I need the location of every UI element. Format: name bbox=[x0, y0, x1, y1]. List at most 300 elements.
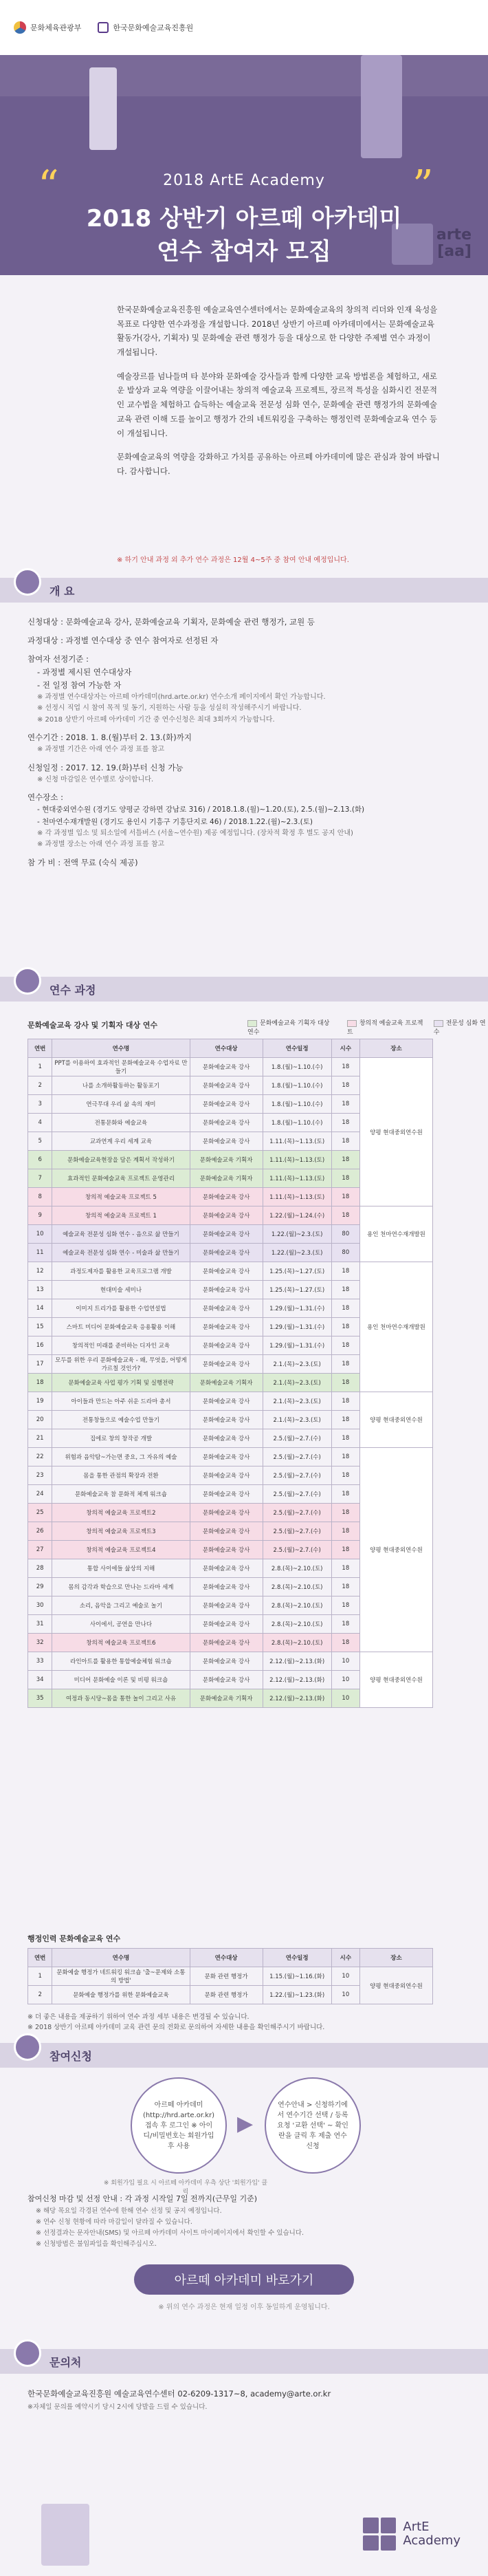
arte-emblem-icon bbox=[98, 22, 109, 33]
legend-expert bbox=[434, 1018, 488, 1036]
cell-target: 문화예술교육 강사 bbox=[190, 1244, 263, 1262]
cell-date: 1.22.(월)~1.23.(화) bbox=[263, 1986, 331, 2004]
cell-date: 1.8.(월)~1.10.(수) bbox=[263, 1114, 331, 1132]
cell-no: 4 bbox=[28, 1114, 52, 1132]
legend-creative bbox=[347, 1018, 424, 1036]
cell-target: 문화예술교육 강사 bbox=[190, 1522, 263, 1541]
apply-step-note: ※ 회원가입 필요 시 아르떼 아카데미 우측 상단 '회원가입' 클릭 bbox=[103, 2180, 268, 2196]
cell-no: 27 bbox=[28, 1541, 52, 1559]
cell-target: 문화예술교육 강사 bbox=[190, 1355, 263, 1374]
cell-name: 문화예술교육 참 문화적 체계 워크숍 bbox=[52, 1485, 190, 1504]
th-hours: 시수 bbox=[331, 1039, 359, 1058]
button-note: ※ 위의 연수 과정은 현재 일정 이후 동일하게 운영됩니다. bbox=[158, 2304, 330, 2311]
apply-deadline: 참여신청 마감 및 선정 안내 : 각 과정 시작일 7일 전까지(근무일 기준) bbox=[27, 2194, 258, 2203]
cell-target: 문화예술교육 강사 bbox=[190, 1504, 263, 1522]
cell-date: 2.5.(월)~2.7.(수) bbox=[263, 1448, 331, 1466]
apply-icon bbox=[14, 2033, 41, 2061]
cell-target: 문화예술교육 강사 bbox=[190, 1411, 263, 1429]
cell-date: 1.11.(목)~1.13.(토) bbox=[263, 1132, 331, 1151]
section-header-apply bbox=[0, 2043, 488, 2068]
cell-hours: 18 bbox=[331, 1392, 359, 1411]
cell-date: 2.5.(월)~2.7.(수) bbox=[263, 1466, 331, 1485]
cell-hours: 18 bbox=[331, 1355, 359, 1374]
close-quote-icon: ” bbox=[412, 162, 434, 210]
contact-icon bbox=[14, 2339, 41, 2367]
overview-fee: 참 가 비 : 전액 무료 (숙식 제공) bbox=[27, 857, 138, 867]
table1-title: 문화예술교육 강사 및 기획자 대상 연수 bbox=[27, 1021, 158, 1030]
cell-target: 문화예술교육 기획자 bbox=[190, 1169, 263, 1188]
cell-date: 2.5.(월)~2.7.(수) bbox=[263, 1504, 331, 1522]
table-row bbox=[28, 1058, 433, 1076]
cell-date: 2.8.(목)~2.10.(토) bbox=[263, 1634, 331, 1652]
cell-no: 31 bbox=[28, 1615, 52, 1634]
cell-name: 창의적 예술교육 프로젝트4 bbox=[52, 1541, 190, 1559]
cell-hours: 10 bbox=[331, 1689, 359, 1708]
arte-org-logo bbox=[98, 22, 193, 33]
arte-brand-mark bbox=[436, 227, 472, 260]
cell-no: 24 bbox=[28, 1485, 52, 1504]
legend-swatch-green bbox=[247, 1020, 257, 1027]
venue-note-1: ※ 각 과정별 입소 및 퇴소일에 서틀버스 (서울~연수원) 제공 예정입니다. (장차적 확정 후 별도 공지 안내) bbox=[37, 829, 353, 837]
cell-hours: 18 bbox=[331, 1188, 359, 1206]
cell-target: 문화예술교육 강사 bbox=[190, 1671, 263, 1689]
cell-no: 16 bbox=[28, 1336, 52, 1355]
cell-venue: 양평 현대중외연수원 bbox=[359, 1967, 432, 2004]
cell-hours: 18 bbox=[331, 1578, 359, 1597]
cell-hours: 18 bbox=[331, 1281, 359, 1299]
cell-date: 2.5.(월)~2.7.(수) bbox=[263, 1522, 331, 1541]
cell-no: 25 bbox=[28, 1504, 52, 1522]
criteria-title: 참여자 선정기준 : bbox=[27, 653, 89, 664]
cell-name: 효과적인 문화예술교육 프로젝트 운영관리 bbox=[52, 1169, 190, 1188]
cell-date: 2.5.(월)~2.7.(수) bbox=[263, 1429, 331, 1448]
cell-name: 스마트 미디어 문화예술교육 응용활용 이해 bbox=[52, 1318, 190, 1336]
cell-hours: 18 bbox=[331, 1132, 359, 1151]
cell-date: 1.29.(월)~1.31.(수) bbox=[263, 1336, 331, 1355]
cell-date: 2.8.(목)~2.10.(토) bbox=[263, 1615, 331, 1634]
cell-no: 2 bbox=[28, 1076, 52, 1095]
apply-details bbox=[27, 2193, 454, 2250]
cell-hours: 18 bbox=[331, 1522, 359, 1541]
section-header-overview bbox=[0, 578, 488, 603]
cell-name: 창의적 예술교육 프로젝트6 bbox=[52, 1634, 190, 1652]
cell-target: 문화예술교육 기획자 bbox=[190, 1374, 263, 1392]
cell-target: 문화예술교육 강사 bbox=[190, 1466, 263, 1485]
cell-name: 문화예술 행정가를 위한 문화예술교육 bbox=[52, 1986, 190, 2004]
cell-date: 1.22.(월)~2.3.(토) bbox=[263, 1225, 331, 1244]
cell-target: 문화예술교육 강사 bbox=[190, 1095, 263, 1114]
cell-name: 창의적 예술교육 프로젝트 5 bbox=[52, 1188, 190, 1206]
cell-no: 1 bbox=[28, 1967, 52, 1986]
cell-name: 아이들과 만드는 아주 쉬운 드라마 총서 bbox=[52, 1392, 190, 1411]
table-note-1: ※ 더 좋은 내용을 제공하기 위하여 연수 과정 세부 내용은 변경될 수 있습니다. bbox=[27, 2013, 249, 2021]
cell-name: 집에로 창의 창작공 개발 bbox=[52, 1429, 190, 1448]
cell-no: 6 bbox=[28, 1151, 52, 1169]
cell-target: 문화예술교육 강사 bbox=[190, 1392, 263, 1411]
cell-target: 문화예술교육 강사 bbox=[190, 1485, 263, 1504]
cell-date: 1.15.(월)~1.16.(화) bbox=[263, 1967, 331, 1986]
legend-swatch-lavender bbox=[434, 1020, 443, 1027]
table-row bbox=[28, 1262, 433, 1281]
cell-target: 문화예술교육 강사 bbox=[190, 1615, 263, 1634]
cell-hours: 18 bbox=[331, 1634, 359, 1652]
cell-no: 22 bbox=[28, 1448, 52, 1466]
cell-name: 소리, 음악을 그리고 예술로 놀기 bbox=[52, 1597, 190, 1615]
footer-illustration bbox=[41, 2504, 89, 2566]
apply-step-1: 아르떼 아카데미 (http://hrd.arte.or.kr) 접속 후 로그인 ※ 아이디/비밀번호는 회원가입 후 사용 bbox=[131, 2077, 227, 2174]
table-row bbox=[28, 1206, 433, 1225]
criteria-note-2: ※ 선정시 직업 시 참여 목적 및 동기, 지원하는 사람 등을 성실히 작성해주시기 바랍니다. bbox=[37, 704, 302, 713]
cell-target: 문화예술교육 강사 bbox=[190, 1429, 263, 1448]
cell-hours: 80 bbox=[331, 1225, 359, 1244]
cell-no: 12 bbox=[28, 1262, 52, 1281]
cell-name: 통합 사이에들 삶상의 지해 bbox=[52, 1559, 190, 1578]
th-name: 연수명 bbox=[52, 1039, 190, 1058]
cell-no: 18 bbox=[28, 1374, 52, 1392]
legend-planner bbox=[247, 1018, 337, 1036]
th2-venue: 장소 bbox=[359, 1949, 432, 1967]
cell-no: 3 bbox=[28, 1095, 52, 1114]
cell-name: 창의적 예술교육 프로젝트2 bbox=[52, 1504, 190, 1522]
venue-note-2: ※ 과정별 장소는 아래 연수 과정 표를 참고 bbox=[37, 841, 165, 849]
legend-label-expert: 전문성 심화 연수 bbox=[433, 1020, 486, 1036]
cell-name: 과정도제자를 활용한 교육프로그램 개발 bbox=[52, 1262, 190, 1281]
cell-target: 문화 관련 행정가 bbox=[190, 1986, 263, 2004]
table-notes bbox=[27, 2012, 324, 2033]
cell-hours: 18 bbox=[331, 1429, 359, 1448]
cell-name: 연극무대 우리 삶 속의 재미 bbox=[52, 1095, 190, 1114]
legend-label-creative: 창의적 예술교육 프로젝트 bbox=[346, 1020, 423, 1036]
cell-name: 창의적 예술교육 프로젝트3 bbox=[52, 1522, 190, 1541]
cell-hours: 18 bbox=[331, 1095, 359, 1114]
cell-hours: 18 bbox=[331, 1485, 359, 1504]
cell-name: 예술교육 전문성 심화 연수 - 음으로 삶 만들기 bbox=[52, 1225, 190, 1244]
cell-name: 미디어 문화예술 이론 및 비평 워크숍 bbox=[52, 1671, 190, 1689]
cell-date: 2.1.(목)~2.3.(토) bbox=[263, 1411, 331, 1429]
cell-name: 창의적 예술교육 프로젝트 1 bbox=[52, 1206, 190, 1225]
apply-sub-2: ※ 연수 신청 현황에 따라 마감일이 달라질 수 있습니다. bbox=[36, 2218, 192, 2226]
table-legend bbox=[247, 1018, 488, 1036]
cell-no: 7 bbox=[28, 1169, 52, 1188]
cell-venue: 용인 천마연수재개발원 bbox=[359, 1262, 432, 1392]
cell-date: 2.5.(월)~2.7.(수) bbox=[263, 1485, 331, 1504]
period-text: 연수기간 : 2018. 1. 8.(월)부터 2. 13.(화)까지 bbox=[27, 733, 192, 743]
cell-name: 사이에서, 공연을 만나다 bbox=[52, 1615, 190, 1634]
cell-venue: 양평 현대중외연수원 bbox=[359, 1652, 432, 1708]
cell-target: 문화예술교육 강사 bbox=[190, 1114, 263, 1132]
cell-target: 문화예술교육 강사 bbox=[190, 1132, 263, 1151]
overview-course-target: 과정대상 : 과정별 연수대상 중 연수 참여자로 선정된 자 bbox=[27, 635, 219, 645]
cell-hours: 18 bbox=[331, 1541, 359, 1559]
cell-target: 문화예술교육 강사 bbox=[190, 1448, 263, 1466]
legend-label-planner: 문화예술교육 기획자 대상 연수 bbox=[247, 1020, 330, 1036]
cell-date: 2.8.(목)~2.10.(토) bbox=[263, 1559, 331, 1578]
hero-banner bbox=[0, 55, 488, 275]
cell-name: 여정과 동시당~몸을 통한 놀이 그리고 사유 bbox=[52, 1689, 190, 1708]
cell-target: 문화예술교육 강사 bbox=[190, 1318, 263, 1336]
cell-date: 2.1.(목)~2.3.(토) bbox=[263, 1392, 331, 1411]
courses-icon bbox=[14, 967, 41, 995]
cell-name: 모두를 위한 우리 문화예술교육 - 왜, 무엇을, 어떻게 가르칠 것인가? bbox=[52, 1355, 190, 1374]
cell-no: 1 bbox=[28, 1058, 52, 1076]
cell-target: 문화예술교육 강사 bbox=[190, 1634, 263, 1652]
th-target: 연수대상 bbox=[190, 1039, 263, 1058]
cell-date: 1.22.(월)~1.24.(수) bbox=[263, 1206, 331, 1225]
cell-name: 위험과 음악탐~가는면 중요, 그 자유의 예술 bbox=[52, 1448, 190, 1466]
cell-no: 10 bbox=[28, 1225, 52, 1244]
intro-paragraph-3: 문화예술교육의 역량을 강화하고 가치를 공유하는 아르떼 아카데미에 많은 관심과 참여 바랍니다. 감사합니다. bbox=[117, 452, 440, 476]
cell-name: 예술교육 전문성 심화 연수 - 미술과 삶 만들기 bbox=[52, 1244, 190, 1262]
period-note: ※ 과정별 기간은 아래 연수 과정 표를 참고 bbox=[37, 746, 165, 754]
cell-no: 23 bbox=[28, 1466, 52, 1485]
cell-date: 2.12.(월)~2.13.(화) bbox=[263, 1671, 331, 1689]
cell-venue: 양평 현대중외연수원 bbox=[359, 1448, 432, 1652]
cell-no: 29 bbox=[28, 1578, 52, 1597]
figure-illustration-left bbox=[89, 67, 117, 150]
cell-venue: 양평 현대중외연수원 bbox=[359, 1058, 432, 1206]
table-note-2: ※ 2018 상반기 아르떼 아카데미 교육 관련 문의 전화로 문의하여 자세한 내용을 확인해주시기 바랍니다. bbox=[27, 2024, 325, 2032]
th2-name: 연수명 bbox=[52, 1949, 190, 1967]
contact-info bbox=[27, 2387, 454, 2413]
cell-target: 문화예술교육 강사 bbox=[190, 1262, 263, 1281]
cell-hours: 18 bbox=[331, 1504, 359, 1522]
cell-target: 문화예술교육 강사 bbox=[190, 1578, 263, 1597]
overview-content bbox=[27, 616, 454, 875]
cell-date: 1.8.(월)~1.10.(수) bbox=[263, 1076, 331, 1095]
cell-hours: 10 bbox=[331, 1671, 359, 1689]
cell-no: 30 bbox=[28, 1597, 52, 1615]
th2-date: 연수일정 bbox=[263, 1949, 331, 1967]
th-no: 연번 bbox=[28, 1039, 52, 1058]
legend-swatch-pink bbox=[347, 1020, 357, 1027]
cell-hours: 18 bbox=[331, 1336, 359, 1355]
cell-target: 문화예술교육 강사 bbox=[190, 1597, 263, 1615]
cell-name: 전통창들으로 예술수업 만들기 bbox=[52, 1411, 190, 1429]
overview-target: 신청대상 : 문화예술교육 강사, 문화예술교육 기획자, 문화예술 관련 행정가, 교원 등 bbox=[27, 617, 315, 627]
cell-target: 문화예술교육 기획자 bbox=[190, 1151, 263, 1169]
cell-no: 9 bbox=[28, 1206, 52, 1225]
cell-date: 2.12.(월)~2.13.(화) bbox=[263, 1652, 331, 1671]
top-bar bbox=[0, 0, 488, 55]
cell-date: 1.25.(목)~1.27.(토) bbox=[263, 1262, 331, 1281]
cell-target: 문화예술교육 강사 bbox=[190, 1076, 263, 1095]
cell-target: 문화예술교육 강사 bbox=[190, 1541, 263, 1559]
apply-sub-3: ※ 선정결과는 문자안내(SMS) 및 아르떼 아카데미 사이트 마이페이지에서 확인할 수 있습니다. bbox=[36, 2229, 304, 2237]
hero-title-line1: 2018 상반기 아르떼 아카데미 bbox=[86, 205, 402, 232]
cell-target: 문화예술교육 기획자 bbox=[190, 1689, 263, 1708]
th-date: 연수일정 bbox=[263, 1039, 331, 1058]
ministry-emblem-icon bbox=[14, 21, 26, 34]
cell-no: 2 bbox=[28, 1986, 52, 2004]
venue-1: - 현대중외연수원 (경기도 양평군 강하면 강남로 316) / 2018.1.8.(월)~1.20.(토), 2.5.(월)~2.13.(화) bbox=[37, 805, 365, 814]
cell-target: 문화예술교육 강사 bbox=[190, 1058, 263, 1076]
criteria-note-1: ※ 과정별 연수대상자는 아르떼 아카데미(hrd.arte.or.kr) 연수소개 페이지에서 확인 가능합니다. bbox=[37, 693, 326, 701]
table-row bbox=[28, 1448, 433, 1466]
cell-date: 1.22.(월)~2.3.(토) bbox=[263, 1244, 331, 1262]
cell-no: 32 bbox=[28, 1634, 52, 1652]
section-title-courses: 연수 과정 bbox=[49, 983, 96, 997]
cell-date: 2.12.(월)~2.13.(화) bbox=[263, 1689, 331, 1708]
cell-name: 현대미술 세미나 bbox=[52, 1281, 190, 1299]
cell-hours: 18 bbox=[331, 1448, 359, 1466]
cell-date: 2.1.(목)~2.3.(토) bbox=[263, 1374, 331, 1392]
cell-target: 문화예술교육 강사 bbox=[190, 1336, 263, 1355]
figure-illustration-right bbox=[361, 55, 402, 158]
cell-no: 11 bbox=[28, 1244, 52, 1262]
cell-hours: 18 bbox=[331, 1615, 359, 1634]
academy-logo-icon bbox=[363, 2518, 396, 2551]
footer-brand bbox=[403, 2520, 461, 2548]
intro-text bbox=[117, 303, 440, 488]
table-row bbox=[28, 1652, 433, 1671]
cell-target: 문화예술교육 강사 bbox=[190, 1281, 263, 1299]
apply-date-text: 신청일정 : 2017. 12. 19.(화)부터 신청 가능 bbox=[27, 762, 184, 772]
cell-hours: 18 bbox=[331, 1076, 359, 1095]
cell-target: 문화 관련 행정가 bbox=[190, 1967, 263, 1986]
cell-name: 교과연계 우리 세계 교육 bbox=[52, 1132, 190, 1151]
criteria-note-3: ※ 2018 상반기 아르떼 아카데미 기간 중 연수신청은 최대 3회까지 가능합니다. bbox=[37, 715, 275, 724]
course-table-2 bbox=[27, 1948, 433, 2004]
brand-top: arte bbox=[436, 226, 472, 243]
section-header-contact bbox=[0, 2349, 488, 2374]
intro-notice: ※ 하기 안내 과정 외 추가 연수 과정은 12월 4~5주 중 참여 안내 예정입니다. bbox=[117, 556, 349, 564]
section-header-courses bbox=[0, 977, 488, 1002]
cell-no: 17 bbox=[28, 1355, 52, 1374]
cell-date: 1.11.(목)~1.13.(토) bbox=[263, 1151, 331, 1169]
cell-hours: 18 bbox=[331, 1318, 359, 1336]
cell-date: 1.8.(월)~1.10.(수) bbox=[263, 1095, 331, 1114]
table1-header-row bbox=[28, 1039, 433, 1058]
th-venue: 장소 bbox=[359, 1039, 432, 1058]
cell-target: 문화예술교육 강사 bbox=[190, 1188, 263, 1206]
cell-date: 1.25.(목)~1.27.(토) bbox=[263, 1281, 331, 1299]
footer-brand-1: ArtE bbox=[403, 2520, 430, 2535]
cell-venue: 양평 현대중외연수원 bbox=[359, 1392, 432, 1448]
criteria-1: - 과정별 제시된 연수대상자 bbox=[37, 667, 132, 677]
cell-no: 34 bbox=[28, 1671, 52, 1689]
cell-no: 21 bbox=[28, 1429, 52, 1448]
section-title-apply: 참여신청 bbox=[49, 2049, 92, 2063]
cell-target: 문화예술교육 강사 bbox=[190, 1206, 263, 1225]
cell-hours: 10 bbox=[331, 1967, 359, 1986]
cell-hours: 18 bbox=[331, 1411, 359, 1429]
overview-period bbox=[27, 731, 454, 755]
arte-org-name: 한국문화예술교육진흥원 bbox=[113, 23, 194, 32]
cell-hours: 18 bbox=[331, 1374, 359, 1392]
brand-bottom: [aa] bbox=[437, 243, 472, 261]
cell-date: 1.29.(월)~1.31.(수) bbox=[263, 1299, 331, 1318]
cell-date: 2.5.(월)~2.7.(수) bbox=[263, 1541, 331, 1559]
cell-date: 1.11.(목)~1.13.(토) bbox=[263, 1188, 331, 1206]
cell-date: 2.8.(목)~2.10.(토) bbox=[263, 1578, 331, 1597]
table2-title: 행정인력 문화예술교육 연수 bbox=[27, 1934, 121, 1943]
open-quote-icon: “ bbox=[38, 162, 59, 210]
th2-target: 연수대상 bbox=[190, 1949, 263, 1967]
criteria-2: - 전 일정 참여 가능한 자 bbox=[37, 680, 122, 690]
cell-hours: 18 bbox=[331, 1151, 359, 1169]
ministry-name: 문화체육관광부 bbox=[30, 23, 82, 32]
apply-sub-1: ※ 해당 목요일 각경된 연수에 한해 연수 선정 및 공지 예정입니다. bbox=[36, 2207, 222, 2215]
cell-name: 전통문화와 예술교육 bbox=[52, 1114, 190, 1132]
cell-name: 나를 소개하활동하는 활동포기 bbox=[52, 1076, 190, 1095]
cell-hours: 18 bbox=[331, 1262, 359, 1281]
overview-venue bbox=[27, 791, 454, 851]
cell-name: PPT를 이용하여 효과적인 문화예술교육 수업자료 만들기 bbox=[52, 1058, 190, 1076]
academy-link-button[interactable]: 아르떼 아카데미 바로가기 bbox=[134, 2264, 354, 2295]
overview-criteria bbox=[27, 653, 454, 726]
intro-paragraph-2: 예술장르를 넘나들며 타 분야와 문화예술 강사들과 함께 다양한 교육 방법론을 체험하고, 새로운 발상과 교육 역량을 이끌어내는 창의적 예술교육 프로젝트, 장르적 특성을 심화시킨 전문적인 교수법을 체험하고 습득하는 예술교육 전문성 심화 연수, 문화예술 관련 행정가의 문화예술교육 관련 이해 도를 높이고 행정가 간의 네트워킹을 구축하는 행정인력 문화예술교육 연수 등이 개설됩니다. bbox=[117, 371, 438, 438]
venue-2: - 천마연수재개발원 (경기도 용인시 기흥구 기흥단지로 46) / 2018.1.22.(월)~2.3.(토) bbox=[37, 817, 313, 826]
footer-logo bbox=[363, 2518, 461, 2551]
cell-date: 1.29.(월)~1.31.(수) bbox=[263, 1318, 331, 1336]
cell-venue: 용인 천마연수재개발원 bbox=[359, 1206, 432, 1262]
cell-name: 몸을 통한 관점의 확장과 전환 bbox=[52, 1466, 190, 1485]
cell-no: 13 bbox=[28, 1281, 52, 1299]
cell-hours: 10 bbox=[331, 1986, 359, 2004]
section-title-contact: 문의처 bbox=[49, 2355, 82, 2369]
cell-date: 1.8.(월)~1.10.(수) bbox=[263, 1058, 331, 1076]
contact-note: ※자체일 문의를 예약시키 당시 2시에 당발을 드릴 수 있습니다. bbox=[27, 2403, 208, 2411]
overview-apply-date bbox=[27, 761, 454, 786]
table-row bbox=[28, 1967, 433, 1986]
apply-step-2: 연수안내 > 신청하기에서 연수기간 선택 / 등록 요청 '교환 선택' ~ 확인란을 클릭 후 제출 연수 신청 bbox=[265, 2077, 361, 2174]
cell-no: 20 bbox=[28, 1411, 52, 1429]
cell-hours: 10 bbox=[331, 1652, 359, 1671]
cell-name: 문화예술 행정가 네트워킹 워크숍 '출~문제와 소통의 방법' bbox=[52, 1967, 190, 1986]
cell-hours: 80 bbox=[331, 1244, 359, 1262]
contact-line: 한국문화예술교육진흥원 예술교육연수센터 02-6209-1317~8, academy@arte.or.kr bbox=[27, 2389, 331, 2399]
overview-icon bbox=[14, 568, 41, 596]
course-table-1 bbox=[27, 1039, 433, 1708]
cell-hours: 18 bbox=[331, 1597, 359, 1615]
cell-hours: 18 bbox=[331, 1299, 359, 1318]
cell-name: 라인아트를 활용한 통합예술체험 워크숍 bbox=[52, 1652, 190, 1671]
cell-no: 28 bbox=[28, 1559, 52, 1578]
cell-hours: 18 bbox=[331, 1058, 359, 1076]
th2-hours: 시수 bbox=[331, 1949, 359, 1967]
footer-brand-2: Academy bbox=[403, 2533, 461, 2548]
cell-name: 문화예술교육현장을 담은 계획서 작성하기 bbox=[52, 1151, 190, 1169]
cell-hours: 18 bbox=[331, 1169, 359, 1188]
apply-date-note: ※ 신청 마감일은 연수별로 상이합니다. bbox=[37, 775, 154, 783]
cell-no: 19 bbox=[28, 1392, 52, 1411]
hero-kicker: 2018 ArtE Academy bbox=[163, 172, 325, 189]
th2-no: 연번 bbox=[28, 1949, 52, 1967]
cell-no: 15 bbox=[28, 1318, 52, 1336]
apply-sub-4: ※ 신청방법은 불임파일을 확인해주십시오. bbox=[36, 2240, 157, 2249]
hero-title-line2: 연수 참여자 모집 bbox=[157, 238, 331, 266]
cell-date: 2.1.(목)~2.3.(토) bbox=[263, 1355, 331, 1374]
cell-no: 26 bbox=[28, 1522, 52, 1541]
cell-date: 2.8.(목)~2.10.(토) bbox=[263, 1597, 331, 1615]
arrow-right-icon: ▶ bbox=[237, 2112, 254, 2136]
section-title-overview: 개 요 bbox=[49, 584, 75, 598]
cell-hours: 18 bbox=[331, 1466, 359, 1485]
cell-name: 창의적인 미래를 준비하는 디자인 교육 bbox=[52, 1336, 190, 1355]
intro-paragraph-1: 한국문화예술교육진흥원 예술교육연수센터에서는 문화예술교육의 창의적 리더와 인재 육성을 목표로 다양한 연수과정을 개설합니다. 2018년 상반기 아르떼 아카데미에서는 문화예술교육 활동가(강사, 기획자) 및 문화예술 관련 행정가 등을 대상으로 한 다양한 주제별 연수 과정이 개설됩니다. bbox=[117, 305, 438, 358]
cell-name: 문화예술교육 사업 평가 기획 및 실행전략 bbox=[52, 1374, 190, 1392]
cell-target: 문화예술교육 강사 bbox=[190, 1559, 263, 1578]
cell-hours: 18 bbox=[331, 1114, 359, 1132]
cell-target: 문화예술교육 강사 bbox=[190, 1225, 263, 1244]
cell-hours: 18 bbox=[331, 1559, 359, 1578]
cell-target: 문화예술교육 강사 bbox=[190, 1299, 263, 1318]
cell-name: 몸의 감각과 학습으로 만나는 드라마 세계 bbox=[52, 1578, 190, 1597]
table2-header-row bbox=[28, 1949, 433, 1967]
ministry-logo bbox=[14, 21, 81, 34]
cell-no: 35 bbox=[28, 1689, 52, 1708]
cell-no: 33 bbox=[28, 1652, 52, 1671]
